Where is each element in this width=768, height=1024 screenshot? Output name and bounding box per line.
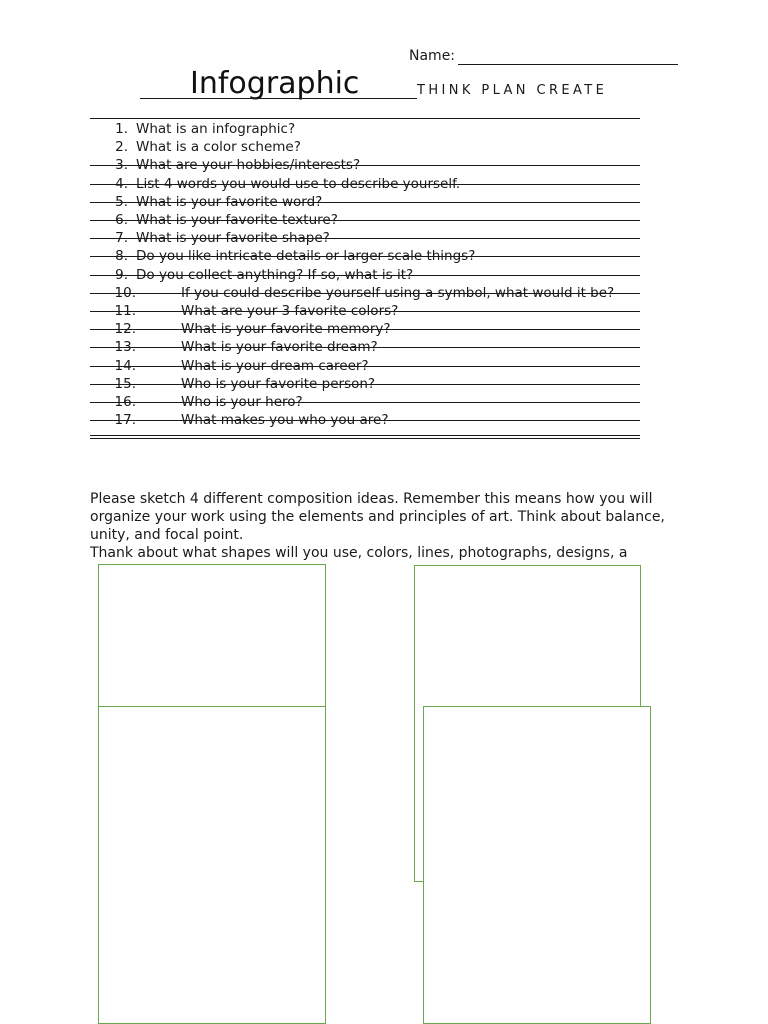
ruled-line bbox=[90, 165, 640, 166]
ruled-line bbox=[90, 220, 640, 221]
question-text: Do you collect anything? If so, what is it? bbox=[136, 266, 414, 283]
question-text: Who is your favorite person? bbox=[181, 375, 376, 392]
question-number: 3. bbox=[115, 157, 128, 174]
question-number: 13. bbox=[114, 339, 136, 356]
question-number: 17. bbox=[114, 412, 136, 429]
ruled-line bbox=[90, 402, 640, 403]
ruled-line bbox=[90, 275, 640, 276]
question-number: 4. bbox=[115, 175, 128, 192]
question-text: Do you like intricate details or larger scale things? bbox=[136, 248, 476, 265]
question-text: If you could describe yourself using a symbol, what would it be? bbox=[181, 284, 615, 301]
ruled-line bbox=[90, 347, 640, 348]
question-number: 11. bbox=[114, 303, 136, 319]
question-text: Who is your hero? bbox=[181, 394, 303, 410]
question-text: What is a color scheme? bbox=[136, 139, 301, 156]
ruled-line bbox=[90, 435, 640, 436]
question-text: What is your favorite word? bbox=[136, 193, 323, 210]
instructions-paragraph: Thank about what shapes will you use, colors, lines, photographs, designs, a bbox=[90, 545, 628, 561]
ruled-line bbox=[90, 238, 640, 239]
ruled-line bbox=[90, 384, 640, 385]
ruled-line bbox=[90, 202, 640, 203]
question-text: What is your favorite memory? bbox=[181, 321, 391, 338]
question-text: What is your dream career? bbox=[181, 357, 369, 374]
ruled-line bbox=[90, 311, 640, 312]
ruled-line bbox=[90, 420, 640, 421]
question-text: List 4 words you would use to describe yourself. bbox=[136, 175, 461, 192]
question-number: 7. bbox=[115, 230, 128, 247]
question-text: What is your favorite dream? bbox=[181, 339, 378, 356]
question-item bbox=[0, 138, 768, 156]
instructions bbox=[90, 490, 690, 562]
question-text: What are your 3 favorite colors? bbox=[181, 303, 399, 319]
question-number: 12. bbox=[114, 321, 136, 338]
ruled-line bbox=[90, 366, 640, 367]
question-number: 9. bbox=[115, 266, 128, 283]
question-number: 2. bbox=[115, 139, 128, 156]
question-text: What are your hobbies/interests? bbox=[136, 157, 361, 174]
question-number: 14. bbox=[114, 357, 136, 374]
question-number: 16. bbox=[114, 394, 136, 410]
question-text: What is an infographic? bbox=[136, 121, 296, 137]
question-number: 8. bbox=[115, 248, 128, 265]
ruled-line bbox=[90, 184, 640, 185]
question-text: What is your favorite texture? bbox=[136, 212, 338, 228]
tagline: THINK PLAN CREATE bbox=[417, 83, 608, 98]
sketch-box[interactable] bbox=[98, 564, 326, 708]
question-number: 1. bbox=[115, 121, 128, 137]
page-title: Infographic bbox=[190, 66, 360, 101]
question-number: 10. bbox=[114, 284, 136, 301]
title-underline bbox=[140, 98, 417, 99]
ruled-line bbox=[90, 256, 640, 257]
question-number: 5. bbox=[115, 193, 128, 210]
top-divider bbox=[90, 118, 640, 119]
ruled-line bbox=[90, 329, 640, 330]
name-line[interactable] bbox=[458, 64, 678, 65]
question-text: What makes you who you are? bbox=[181, 412, 389, 429]
ruled-line bbox=[90, 293, 640, 294]
sketch-box[interactable] bbox=[98, 706, 326, 1024]
ruled-line bbox=[90, 438, 640, 439]
question-text: What is your favorite shape? bbox=[136, 230, 330, 247]
instructions-paragraph: Please sketch 4 different composition ideas. Remember this means how you will organize your work using the elements and principles of art. Think about balance, unity, and focal point. bbox=[90, 491, 665, 543]
question-number: 15. bbox=[114, 375, 136, 392]
name-label: Name: bbox=[409, 48, 456, 64]
question-item bbox=[0, 120, 768, 138]
sketch-box[interactable] bbox=[423, 706, 651, 1024]
question-number: 6. bbox=[115, 212, 128, 228]
